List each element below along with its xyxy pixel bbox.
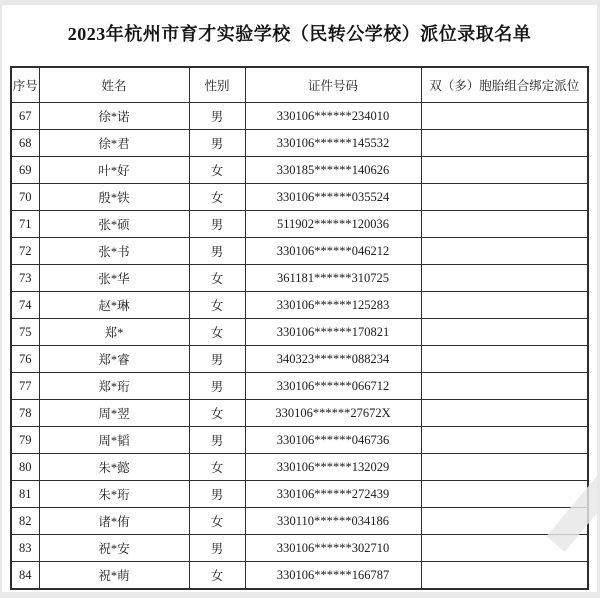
name-cell: 郑*睿 [39, 346, 189, 373]
no-cell: 78 [11, 400, 39, 427]
twin-cell [421, 184, 588, 211]
twin-cell [421, 292, 588, 319]
no-cell: 71 [11, 211, 39, 238]
id-cell: 330106******125283 [245, 292, 421, 319]
header-twin: 双（多）胞胎组合绑定派位 [421, 67, 588, 103]
table-row [11, 184, 588, 211]
twin-cell [421, 238, 588, 265]
twin-cell [421, 157, 588, 184]
name-cell: 张*硕 [39, 211, 189, 238]
name-cell: 周*韬 [39, 427, 189, 454]
twin-cell [421, 265, 588, 292]
gender-cell: 男 [189, 481, 245, 508]
gender-cell: 女 [189, 319, 245, 346]
table-row [11, 103, 588, 130]
name-cell: 祝*安 [39, 535, 189, 562]
id-cell: 330106******27672X [245, 400, 421, 427]
no-cell: 82 [11, 508, 39, 535]
name-cell: 祝*萌 [39, 562, 189, 590]
gender-cell: 女 [189, 157, 245, 184]
gender-cell: 男 [189, 238, 245, 265]
table-row [11, 400, 588, 427]
header-name: 姓名 [39, 67, 189, 103]
table-row [11, 427, 588, 454]
name-cell: 徐*诺 [39, 103, 189, 130]
table-body [11, 103, 588, 590]
document-page [2, 5, 597, 592]
table-row [11, 535, 588, 562]
table-row [11, 238, 588, 265]
table-row [11, 508, 588, 535]
id-cell: 330106******234010 [245, 103, 421, 130]
table-row [11, 481, 588, 508]
no-cell: 72 [11, 238, 39, 265]
name-cell: 张*书 [39, 238, 189, 265]
gender-cell: 女 [189, 508, 245, 535]
name-cell: 郑*珩 [39, 373, 189, 400]
gender-cell: 男 [189, 130, 245, 157]
gender-cell: 女 [189, 265, 245, 292]
id-cell: 330185******140626 [245, 157, 421, 184]
name-cell: 郑* [39, 319, 189, 346]
name-cell: 朱*珩 [39, 481, 189, 508]
name-cell: 朱*懿 [39, 454, 189, 481]
no-cell: 81 [11, 481, 39, 508]
no-cell: 68 [11, 130, 39, 157]
id-cell: 330106******035524 [245, 184, 421, 211]
no-cell: 75 [11, 319, 39, 346]
table-row [11, 373, 588, 400]
twin-cell [421, 103, 588, 130]
no-cell: 77 [11, 373, 39, 400]
id-cell: 330106******046736 [245, 427, 421, 454]
gender-cell: 男 [189, 103, 245, 130]
twin-cell [421, 427, 588, 454]
twin-cell [421, 400, 588, 427]
no-cell: 76 [11, 346, 39, 373]
table-row [11, 562, 588, 590]
table-row [11, 211, 588, 238]
id-cell: 330106******302710 [245, 535, 421, 562]
table-row [11, 319, 588, 346]
twin-cell [421, 535, 588, 562]
gender-cell: 男 [189, 346, 245, 373]
no-cell: 74 [11, 292, 39, 319]
gender-cell: 男 [189, 373, 245, 400]
name-cell: 张*华 [39, 265, 189, 292]
no-cell: 80 [11, 454, 39, 481]
name-cell: 徐*君 [39, 130, 189, 157]
table-row [11, 292, 588, 319]
twin-cell [421, 454, 588, 481]
gender-cell: 女 [189, 292, 245, 319]
gender-cell: 女 [189, 454, 245, 481]
page-title: 2023年杭州市育才实验学校（民转公学校）派位录取名单 [67, 24, 532, 44]
id-cell: 330106******132029 [245, 454, 421, 481]
gender-cell: 女 [189, 400, 245, 427]
no-cell: 83 [11, 535, 39, 562]
id-cell: 330106******272439 [245, 481, 421, 508]
table-header [11, 67, 588, 103]
gender-cell: 女 [189, 184, 245, 211]
no-cell: 70 [11, 184, 39, 211]
twin-cell [421, 508, 588, 535]
id-cell: 330106******166787 [245, 562, 421, 590]
twin-cell [421, 373, 588, 400]
admission-table [10, 66, 589, 590]
twin-cell [421, 481, 588, 508]
table-row [11, 346, 588, 373]
id-cell: 340323******088234 [245, 346, 421, 373]
table-row [11, 454, 588, 481]
twin-cell [421, 346, 588, 373]
gender-cell: 男 [189, 211, 245, 238]
gender-cell: 男 [189, 427, 245, 454]
id-cell: 330106******145532 [245, 130, 421, 157]
name-cell: 殷*铁 [39, 184, 189, 211]
id-cell: 361181******310725 [245, 265, 421, 292]
no-cell: 67 [11, 103, 39, 130]
twin-cell [421, 211, 588, 238]
no-cell: 84 [11, 562, 39, 590]
no-cell: 69 [11, 157, 39, 184]
id-cell: 330106******170821 [245, 319, 421, 346]
gender-cell: 女 [189, 562, 245, 590]
table-header-row [11, 67, 588, 103]
header-gender: 性别 [189, 67, 245, 103]
gender-cell: 男 [189, 535, 245, 562]
name-cell: 诸*侑 [39, 508, 189, 535]
twin-cell [421, 319, 588, 346]
header-no: 序号 [11, 67, 39, 103]
twin-cell [421, 562, 588, 590]
name-cell: 叶*好 [39, 157, 189, 184]
id-cell: 330106******066712 [245, 373, 421, 400]
table-row [11, 265, 588, 292]
no-cell: 79 [11, 427, 39, 454]
no-cell: 73 [11, 265, 39, 292]
table-row [11, 157, 588, 184]
id-cell: 511902******120036 [245, 211, 421, 238]
id-cell: 330106******046212 [245, 238, 421, 265]
name-cell: 周*翌 [39, 400, 189, 427]
name-cell: 赵*琳 [39, 292, 189, 319]
twin-cell [421, 130, 588, 157]
table-row [11, 130, 588, 157]
header-id: 证件号码 [245, 67, 421, 103]
id-cell: 330110******034186 [245, 508, 421, 535]
